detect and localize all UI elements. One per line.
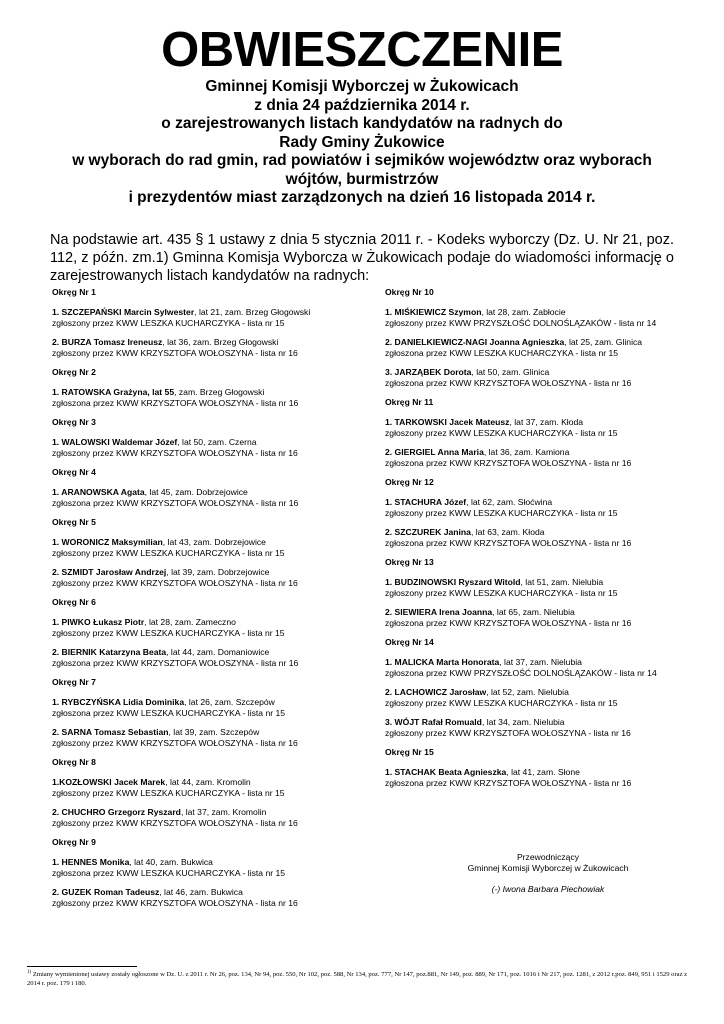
district-heading: Okręg Nr 14 xyxy=(385,637,434,647)
candidate-entry xyxy=(385,607,685,629)
candidate-list: zgłoszony przez KWW LESZKA KUCHARCZYKA - lista nr 15 xyxy=(385,588,618,598)
candidate-details: , lat 51, zam. Nielubia xyxy=(520,577,604,587)
candidate-list: zgłoszona przez KWW PRZYSZŁOŚĆ DOLNOŚLĄZAKÓW - lista nr 14 xyxy=(385,668,657,678)
candidate-list: zgłoszony przez KWW LESZKA KUCHARCZYKA - lista nr 15 xyxy=(52,788,285,798)
candidate-name: 1. WORONICZ Maksymilian xyxy=(52,537,163,547)
candidate-list: zgłoszony przez KWW PRZYSZŁOŚĆ DOLNOŚLĄZAKÓW - lista nr 14 xyxy=(385,318,657,328)
district-block xyxy=(385,477,685,549)
candidate-name: 1. PIWKO Łukasz Piotr xyxy=(52,617,145,627)
document-heading xyxy=(20,78,704,208)
district-heading: Okręg Nr 3 xyxy=(52,417,96,427)
candidate-name: 2. DANIELKIEWICZ-NAGI Joanna Agnieszka xyxy=(385,337,565,347)
candidate-details: , lat 65, zam. Nielubia xyxy=(492,607,575,617)
district-heading: Okręg Nr 12 xyxy=(385,477,434,487)
heading-line: o zarejestrowanych listach kandydatów na radnych do xyxy=(161,115,563,132)
candidate-line xyxy=(52,617,372,628)
district-heading: Okręg Nr 8 xyxy=(52,757,96,767)
candidate-line xyxy=(52,567,372,578)
district-heading: Okręg Nr 2 xyxy=(52,367,96,377)
candidate-line xyxy=(52,437,372,448)
candidate-entry xyxy=(385,367,685,389)
candidate-details: , lat 50, zam. Glinica xyxy=(471,367,550,377)
signature-body: Gminnej Komisji Wyborczej w Żukowicach xyxy=(467,863,629,873)
candidate-list: zgłoszona przez KWW LESZKA KUCHARCZYKA - lista nr 15 xyxy=(385,348,619,358)
candidate-list: zgłoszony przez KWW LESZKA KUCHARCZYKA - lista nr 15 xyxy=(52,548,285,558)
candidate-name: 1. ARANOWSKA Agata xyxy=(52,487,145,497)
candidate-entry xyxy=(52,307,372,329)
right-column xyxy=(385,287,685,797)
candidate-entry xyxy=(52,697,372,719)
candidate-entry xyxy=(385,767,685,789)
candidate-details: , lat 63, zam. Kłoda xyxy=(470,527,545,537)
candidate-details: , lat 46, zam. Bukwica xyxy=(159,887,243,897)
candidate-line xyxy=(52,807,372,818)
candidate-details: , lat 39, zam. Dobrzejowice xyxy=(166,567,270,577)
signature-role: Przewodniczący xyxy=(516,852,580,862)
candidate-list: zgłoszony przez KWW LESZKA KUCHARCZYKA - lista nr 15 xyxy=(52,628,285,638)
candidate-list: zgłoszona przez KWW KRZYSZTOFA WOŁOSZYNA - lista nr 16 xyxy=(385,778,632,788)
candidate-name: 1. STACHURA Józef xyxy=(385,497,467,507)
candidate-entry xyxy=(385,337,685,359)
candidate-line xyxy=(385,687,685,698)
candidate-line xyxy=(385,447,685,458)
district-block xyxy=(385,287,685,389)
intro-paragraph: Na podstawie art. 435 § 1 ustawy z dnia 5 stycznia 2011 r. - Kodeks wyborczy (Dz. U. Nr 21, poz. 112, z późn. zm.1) Gminna Komisja Wyborcza w Żukowicach podaje do wiadomości informację o zarejestrowanych listach kandydatów na radnych: xyxy=(50,232,674,284)
candidate-entry xyxy=(385,527,685,549)
candidate-entry xyxy=(52,437,372,459)
district-block xyxy=(52,417,372,459)
candidate-details: , lat 39, zam. Szczepów xyxy=(168,727,260,737)
district-block xyxy=(385,557,685,629)
candidate-line xyxy=(52,777,372,788)
candidate-entry xyxy=(385,577,685,599)
candidate-list: zgłoszony przez KWW KRZYSZTOFA WOŁOSZYNA - lista nr 16 xyxy=(52,348,298,358)
candidate-name: 1. MALICKA Marta Honorata xyxy=(385,657,500,667)
district-heading: Okręg Nr 10 xyxy=(385,287,434,297)
signature-block xyxy=(440,852,656,895)
candidate-name: 1. SZCZEPAŃSKI Marcin Sylwester xyxy=(52,307,195,317)
candidate-name: 2. GIERGIEL Anna Maria xyxy=(385,447,484,457)
footnote-marker: 1) xyxy=(27,970,32,975)
candidate-line xyxy=(52,387,372,398)
candidate-line xyxy=(52,487,372,498)
candidate-line xyxy=(385,717,685,728)
candidate-details: , lat 37, zam. Nielubia xyxy=(499,657,582,667)
candidate-line xyxy=(52,537,372,548)
candidate-details: , lat 41, zam. Słone xyxy=(506,767,580,777)
candidate-name: 2. BIERNIK Katarzyna Beata xyxy=(52,647,167,657)
candidate-line xyxy=(385,767,685,778)
candidate-name: 1. BUDZINOWSKI Ryszard Witold xyxy=(385,577,521,587)
candidate-line xyxy=(385,307,685,318)
district-heading: Okręg Nr 7 xyxy=(52,677,96,687)
candidate-name: 1. MIŚKIEWICZ Szymon xyxy=(385,307,482,317)
candidate-name: 2. SZMIDT Jarosław Andrzej xyxy=(52,567,167,577)
candidate-list: zgłoszona przez KWW KRZYSZTOFA WOŁOSZYNA - lista nr 16 xyxy=(385,618,632,628)
candidate-details: , lat 52, zam. Nielubia xyxy=(486,687,569,697)
district-heading: Okręg Nr 9 xyxy=(52,837,96,847)
candidate-details: , lat 36, zam. Brzeg Głogowski xyxy=(162,337,279,347)
candidate-name: 3. WÓJT Rafał Romuald xyxy=(385,717,482,727)
candidate-line xyxy=(385,607,685,618)
candidate-name: 1. TARKOWSKI Jacek Mateusz xyxy=(385,417,510,427)
footnote-divider xyxy=(27,966,137,967)
candidate-name: 2. CHUCHRO Grzegorz Ryszard xyxy=(52,807,181,817)
district-block xyxy=(52,287,372,359)
district-block xyxy=(52,757,372,829)
candidate-details: , lat 37, zam. Kromolin xyxy=(180,807,267,817)
district-block xyxy=(52,837,372,909)
candidate-entry xyxy=(385,657,685,679)
district-block xyxy=(52,367,372,409)
candidate-entry xyxy=(52,617,372,639)
candidate-name: 2. GUZEK Roman Tadeusz xyxy=(52,887,160,897)
district-heading: Okręg Nr 13 xyxy=(385,557,434,567)
candidate-list: zgłoszona przez KWW LESZKA KUCHARCZYKA - lista nr 15 xyxy=(52,868,286,878)
candidate-entry xyxy=(52,487,372,509)
candidate-entry xyxy=(52,647,372,669)
candidate-list: zgłoszona przez KWW KRZYSZTOFA WOŁOSZYNA - lista nr 16 xyxy=(385,378,632,388)
district-block xyxy=(52,467,372,509)
district-block xyxy=(52,517,372,589)
candidate-line xyxy=(385,417,685,428)
candidate-name: 1.KOZŁOWSKI Jacek Marek xyxy=(52,777,166,787)
candidate-name: 2. SIEWIERA Irena Joanna xyxy=(385,607,493,617)
candidate-list: zgłoszony przez KWW KRZYSZTOFA WOŁOSZYNA - lista nr 16 xyxy=(385,728,631,738)
candidate-details: , lat 34, zam. Nielubia xyxy=(481,717,565,727)
heading-line: w wyborach do rad gmin, rad powiatów i sejmików województw oraz wyborach xyxy=(72,152,652,169)
district-heading: Okręg Nr 6 xyxy=(52,597,96,607)
candidate-entry xyxy=(385,687,685,709)
candidate-line xyxy=(52,647,372,658)
candidate-name: 1. RATOWSKA Grażyna, lat 55 xyxy=(52,387,175,397)
candidate-details: , lat 21, zam. Brzeg Głogowski xyxy=(194,307,311,317)
candidate-list: zgłoszony przez KWW KRZYSZTOFA WOŁOSZYNA - lista nr 16 xyxy=(52,578,298,588)
candidate-line xyxy=(52,857,372,868)
district-block xyxy=(52,597,372,669)
candidate-line xyxy=(52,887,372,898)
candidate-name: 3. JARZĄBEK Dorota xyxy=(385,367,472,377)
candidate-line xyxy=(52,697,372,708)
candidate-list: zgłoszona przez KWW KRZYSZTOFA WOŁOSZYNA - lista nr 16 xyxy=(52,658,299,668)
candidate-name: 1. RYBCZYŃSKA Lidia Dominika xyxy=(52,697,185,707)
heading-line: Rady Gminy Żukowice xyxy=(279,133,445,151)
heading-line: wójtów, burmistrzów xyxy=(285,170,439,188)
candidate-name: 2. SARNA Tomasz Sebastian xyxy=(52,727,169,737)
candidate-list: zgłoszony przez KWW LESZKA KUCHARCZYKA - lista nr 15 xyxy=(385,698,618,708)
signature-name: (-) Iwona Barbara Piechowiak xyxy=(491,884,605,894)
candidate-entry xyxy=(52,807,372,829)
document-title: OBWIESZCZENIE xyxy=(161,23,563,77)
candidate-entry xyxy=(385,307,685,329)
candidate-details: , lat 40, zam. Bukwica xyxy=(129,857,213,867)
candidate-entry xyxy=(52,887,372,909)
candidate-name: 2. SZCZUREK Janina xyxy=(385,527,471,537)
candidate-details: , lat 43, zam. Dobrzejowice xyxy=(162,537,266,547)
candidate-entry xyxy=(52,387,372,409)
candidate-entry xyxy=(52,337,372,359)
candidate-entry xyxy=(385,447,685,469)
district-heading: Okręg Nr 5 xyxy=(52,517,96,527)
heading-line: z dnia 24 października 2014 r. xyxy=(254,96,470,114)
candidate-name: 2. LACHOWICZ Jarosław xyxy=(385,687,487,697)
candidate-entry xyxy=(385,717,685,739)
candidate-line xyxy=(385,527,685,538)
footnote xyxy=(27,968,699,988)
candidate-list: zgłoszona przez KWW LESZKA KUCHARCZYKA - lista nr 15 xyxy=(52,708,286,718)
candidate-entry xyxy=(52,857,372,879)
candidate-entry xyxy=(385,497,685,519)
candidate-list: zgłoszony przez KWW KRZYSZTOFA WOŁOSZYNA - lista nr 16 xyxy=(52,448,298,458)
candidate-details: , lat 44, zam. Domaniowice xyxy=(166,647,270,657)
candidate-entry xyxy=(52,727,372,749)
candidate-list: zgłoszona przez KWW KRZYSZTOFA WOŁOSZYNA - lista nr 16 xyxy=(52,398,299,408)
district-heading: Okręg Nr 1 xyxy=(52,287,96,297)
candidate-line xyxy=(385,577,685,588)
candidate-list: zgłoszona przez KWW KRZYSZTOFA WOŁOSZYNA - lista nr 16 xyxy=(385,538,632,548)
candidate-name: 1. HENNES Monika xyxy=(52,857,130,867)
district-heading: Okręg Nr 4 xyxy=(52,467,96,477)
candidate-line xyxy=(385,337,685,348)
candidate-details: , lat 62, zam. Słoćwina xyxy=(466,497,553,507)
candidate-list: zgłoszony przez KWW LESZKA KUCHARCZYKA - lista nr 15 xyxy=(52,318,285,328)
candidate-list: zgłoszona przez KWW KRZYSZTOFA WOŁOSZYNA - lista nr 16 xyxy=(385,458,632,468)
district-block xyxy=(52,677,372,749)
left-column xyxy=(52,287,372,917)
candidate-entry xyxy=(385,417,685,439)
candidate-details: , lat 36, zam. Kamiona xyxy=(483,447,570,457)
candidate-line xyxy=(52,337,372,348)
candidate-name: 2. BURZA Tomasz Ireneusz xyxy=(52,337,163,347)
candidate-details: , lat 28, zam. Zabłocie xyxy=(481,307,566,317)
district-block xyxy=(385,747,685,789)
candidate-line xyxy=(52,307,372,318)
heading-line: i prezydentów miast zarządzonych na dzień 16 listopada 2014 r. xyxy=(128,189,596,206)
candidate-entry xyxy=(52,537,372,559)
candidate-line xyxy=(385,497,685,508)
candidate-details: , lat 28, zam. Zameczno xyxy=(144,617,236,627)
district-block xyxy=(385,397,685,469)
candidate-list: zgłoszony przez KWW KRZYSZTOFA WOŁOSZYNA - lista nr 16 xyxy=(52,818,298,828)
candidate-name: 1. WALOWSKI Waldemar Józef xyxy=(52,437,178,447)
candidate-line xyxy=(52,727,372,738)
candidate-details: , lat 25, zam. Glinica xyxy=(564,337,643,347)
district-block xyxy=(385,637,685,739)
heading-line: Gminnej Komisji Wyborczej w Żukowicach xyxy=(205,78,519,95)
candidate-list: zgłoszony przez KWW KRZYSZTOFA WOŁOSZYNA - lista nr 16 xyxy=(52,898,298,908)
candidate-details: , lat 45, zam. Dobrzejowice xyxy=(144,487,248,497)
footnote-text: Zmiany wymienionej ustawy zostały ogłoszone w Dz. U. z 2011 r. Nr 26, poz. 134, Nr 94, poz. 550, Nr 102, poz. 588, Nr 134, poz. 777, Nr 147, poz.881, Nr 149, poz. 889, Nr 171, poz. 1016 i Nr 217, poz. 1281, z 2012 r.poz. 849, 951 i 1529 oraz z 2014 r. poz. 179 i 180. xyxy=(27,971,688,988)
candidate-details: , lat 37, zam. Kłoda xyxy=(509,417,584,427)
candidate-list: zgłoszony przez KWW LESZKA KUCHARCZYKA - lista nr 15 xyxy=(385,508,618,518)
candidate-entry xyxy=(52,777,372,799)
candidate-list: zgłoszona przez KWW KRZYSZTOFA WOŁOSZYNA - lista nr 16 xyxy=(52,498,299,508)
candidate-details: , zam. Brzeg Głogowski xyxy=(174,387,265,397)
candidate-details: , lat 50, zam. Czerna xyxy=(177,437,257,447)
candidate-name: 1. STACHAK Beata Agnieszka xyxy=(385,767,507,777)
candidate-line xyxy=(385,657,685,668)
candidate-details: , lat 44, zam. Kromolin xyxy=(165,777,251,787)
candidate-line xyxy=(385,367,685,378)
candidate-list: zgłoszony przez KWW LESZKA KUCHARCZYKA - lista nr 15 xyxy=(385,428,618,438)
district-heading: Okręg Nr 15 xyxy=(385,747,434,757)
candidate-list: zgłoszony przez KWW KRZYSZTOFA WOŁOSZYNA - lista nr 16 xyxy=(52,738,298,748)
candidate-entry xyxy=(52,567,372,589)
district-heading: Okręg Nr 11 xyxy=(385,397,434,407)
candidate-details: , lat 26, zam. Szczepów xyxy=(184,697,275,707)
